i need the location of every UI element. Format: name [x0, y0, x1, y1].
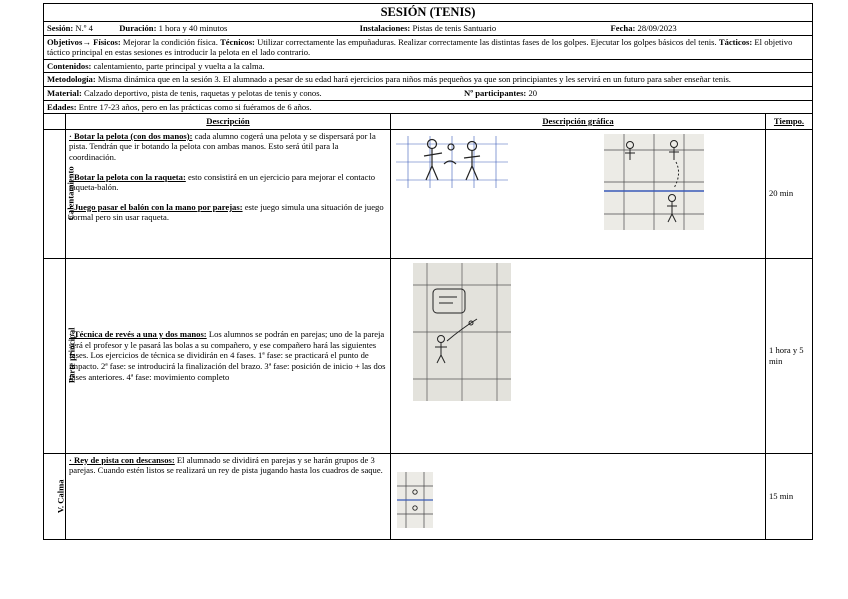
objectives-label: Objetivos→	[47, 36, 91, 47]
item-title: · Técnica de revés a una y dos manos:	[69, 329, 207, 340]
duration-value: 1 hora y 40 minutos	[158, 23, 228, 33]
item-text: esto consistirá en un ejercicio para mejorar el contacto raqueta-balón.	[69, 171, 376, 193]
material-text: Calzado deportivo, pista de tenis, raquetas y pelotas de tenis y conos.	[84, 87, 322, 98]
contents-label: Contenidos:	[47, 60, 92, 71]
date-value: 28/09/2023	[637, 23, 677, 33]
item-title: · Juego pasar el balón con la mano por parejas:	[69, 201, 243, 212]
item-title: · Botar la pelota (con dos manos):	[69, 130, 193, 141]
section-label-main: Parte principal	[44, 258, 66, 453]
methodology-label: Metodología:	[47, 74, 96, 85]
item-text: este juego simula una situación de juego normal pero sin usar raqueta.	[69, 201, 384, 223]
ages-label: Edades:	[47, 101, 77, 112]
main-sketch-court	[413, 263, 511, 401]
session-value: N.º 4	[75, 23, 93, 33]
section-label-cooldown: V. Calma	[44, 453, 66, 539]
session-label: Sesión:	[47, 23, 74, 33]
date-label: Fecha:	[610, 23, 636, 33]
warmup-sketch-court	[604, 134, 704, 230]
participants-value: 20	[528, 87, 538, 98]
material-label: Material:	[47, 87, 82, 98]
item-text: El alumnado se dividirá en parejas y se harán grupos de 3 parejas. Cuando estén listos se realizará un rey de pista jugando hasta los cuadros de saque.	[69, 454, 383, 476]
ages-text: Entre 17-23 años, pero en las prácticas como si fuéramos de 6 años.	[78, 101, 312, 112]
session-sheet	[43, 3, 812, 540]
column-header-description: Descripción	[66, 114, 391, 130]
item-title: · Rey de pista con descansos:	[69, 454, 175, 465]
ages-row	[44, 100, 813, 114]
facilities-label: Instalaciones:	[359, 23, 411, 33]
section-graphic-warmup	[391, 129, 766, 258]
section-time-warmup: 20 min	[766, 129, 813, 258]
technical-text: Utilizar correctamente las empuñaduras. Realizar correctamente las distintas fases de los golpes. Ejecutar los golpes básicos del tenis.	[257, 36, 717, 47]
section-description-warmup	[66, 129, 391, 258]
facilities-value: Pistas de tenis Santuario	[412, 23, 497, 33]
section-time-cooldown: 15 min	[766, 453, 813, 539]
column-header-graphic: Descripción gráfica	[391, 114, 766, 130]
section-label-warmup: Calentamiento	[44, 129, 66, 258]
objectives-row	[44, 35, 813, 59]
section-row-cooldown	[44, 453, 813, 539]
physical-label: Físicos:	[93, 36, 121, 47]
cooldown-sketch-court	[397, 472, 433, 528]
info-row	[44, 22, 813, 36]
contents-text: calentamiento, parte principal y vuelta a la calma.	[93, 60, 265, 71]
contents-row	[44, 59, 813, 73]
section-row-warmup	[44, 129, 813, 258]
column-header-time: Tiempo.	[766, 114, 813, 130]
tactical-text: El objetivo táctico principal en estas sesiones es introducir la pelota en el lado contrario.	[47, 36, 793, 58]
item-title: · Botar la pelota con la raqueta:	[69, 171, 186, 182]
page-title: SESIÓN (TENIS)	[44, 4, 813, 22]
duration-label: Duración:	[119, 23, 157, 33]
column-header-row	[44, 114, 813, 130]
section-description-cooldown	[66, 453, 391, 539]
section-time-main: 1 hora y 5 min	[766, 258, 813, 453]
methodology-row	[44, 73, 813, 87]
technical-label: Técnicos:	[220, 36, 255, 47]
section-graphic-main	[391, 258, 766, 453]
section-graphic-cooldown	[391, 453, 766, 539]
section-row-main	[44, 258, 813, 453]
material-row	[44, 86, 813, 100]
session-table	[43, 3, 813, 540]
methodology-text: Misma dinámica que en la sesión 3. El alumnado a pesar de su edad hará ejercicios para niños más pequeños ya que son principiantes y les servirá en un futuro para saber enseñar tenis.	[97, 74, 731, 85]
physical-text: Mejorar la condición física.	[122, 36, 218, 47]
warmup-sketch-figures	[396, 136, 508, 188]
participants-label: Nº participantes:	[464, 87, 527, 98]
item-text: cada alumno cogerá una pelota y se dispersará por la pista. Tendrán que ir botando la pelota con ambas manos. Esto será útil para la coordinación.	[69, 130, 376, 162]
item-text: Los alumnos se podrán en parejas; uno de la pareja será el profesor y le pasará las bolas a su compañero, y ese compañero hará las siguientes fases. Los ejercicios de técnica se dividirán en 4 fases. 1ª fase: se practicará el punto de impacto. 2ª fase: se introducirá la finalización del brazo. 3ª fase: posición de inicio + las dos fases anteriores. 4ª fase: movimiento completo	[69, 329, 386, 382]
section-description-main	[66, 258, 391, 453]
tactical-label: Tácticos:	[718, 36, 753, 47]
